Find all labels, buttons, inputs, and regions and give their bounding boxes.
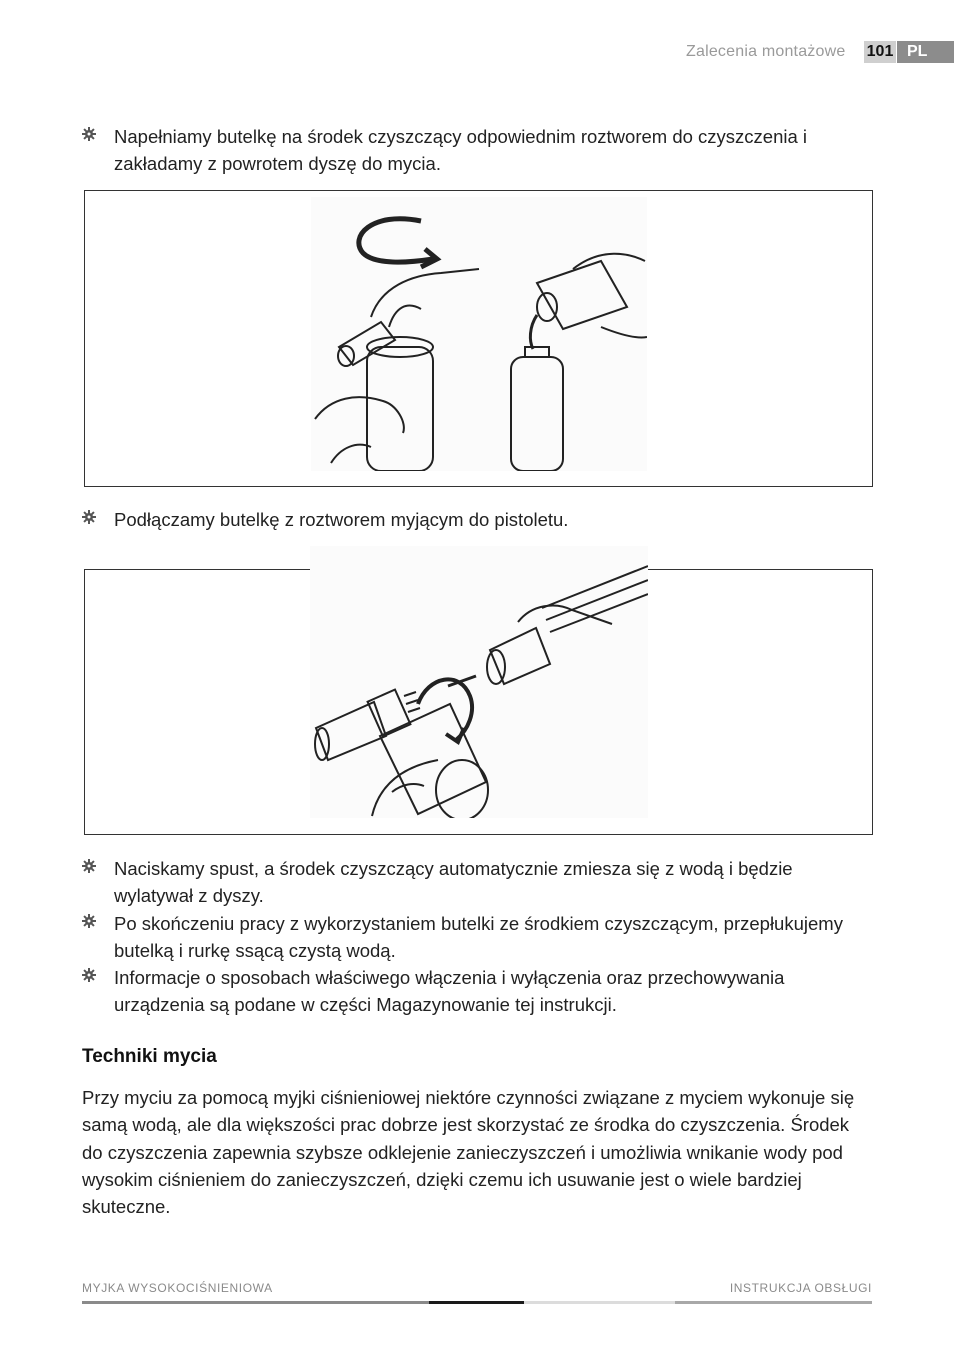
footer-bar-segment <box>429 1301 524 1304</box>
bullet-text: Informacje o sposobach właściwego włączenia i wyłączenia oraz przechowywania urządzenia są podane w części Magazynowanie tej instrukcji. <box>114 967 785 1015</box>
bullet-gear-icon <box>82 859 96 873</box>
bullet-text: Naciskamy spust, a środek czyszczący automatycznie zmiesza się z wodą i będzie wylatywał z dyszy. <box>114 858 793 906</box>
attach-bottle-illustration <box>310 546 648 818</box>
bullet-text: Podłączamy butelkę z roztworem myjącym do pistoletu. <box>114 509 569 530</box>
bullet-item <box>82 910 872 964</box>
bullet-item <box>82 964 872 1018</box>
footer-doc-type: INSTRUKCJA OBSŁUGI <box>729 1281 872 1295</box>
fill-bottle-illustration <box>311 197 647 471</box>
bullet-gear-icon <box>82 914 96 928</box>
bullet-text: Napełniamy butelkę na środek czyszczący odpowiednim roztworem do czyszczenia i zakładamy z powrotem dyszę do mycia. <box>114 126 808 174</box>
footer-bar-segment <box>82 1301 429 1304</box>
section-paragraph: Przy myciu za pomocą myjki ciśnieniowej niektóre czynności związane z myciem wykonuje się samą wodą, ale dla większości prac dobrze jest skorzystać ze środka do czyszczenia. Środek do czyszczenia zapewnia szybsze odklejenie zanieczyszczeń i umożliwia wnikanie wody pod wysokim ciśnieniem do zanieczyszczeń, dzięki czemu ich usuwanie jest o wiele bardziej skuteczne. <box>82 1087 855 1218</box>
bullet-item <box>82 855 872 909</box>
footer-product-name: MYJKA WYSOKOCIŚNIENIOWA <box>82 1281 273 1295</box>
footer-bar-segment <box>675 1301 872 1304</box>
bullet-item <box>82 506 872 533</box>
footer-bar-segment <box>524 1301 675 1304</box>
figure-fill-bottle <box>84 190 873 487</box>
bullet-gear-icon <box>82 510 96 524</box>
bullet-gear-icon <box>82 968 96 982</box>
bullet-gear-icon <box>82 127 96 141</box>
page-number: 101 <box>864 41 896 63</box>
section-heading: Techniki mycia <box>82 1046 217 1067</box>
language-badge: PL <box>897 41 954 63</box>
section-title: Zalecenia montażowe <box>686 43 846 60</box>
bullet-text: Po skończeniu pracy z wykorzystaniem butelki ze środkiem czyszczącym, przepłukujemy butelką i rurkę ssącą czystą wodą. <box>114 913 843 961</box>
bullet-item <box>82 123 872 177</box>
